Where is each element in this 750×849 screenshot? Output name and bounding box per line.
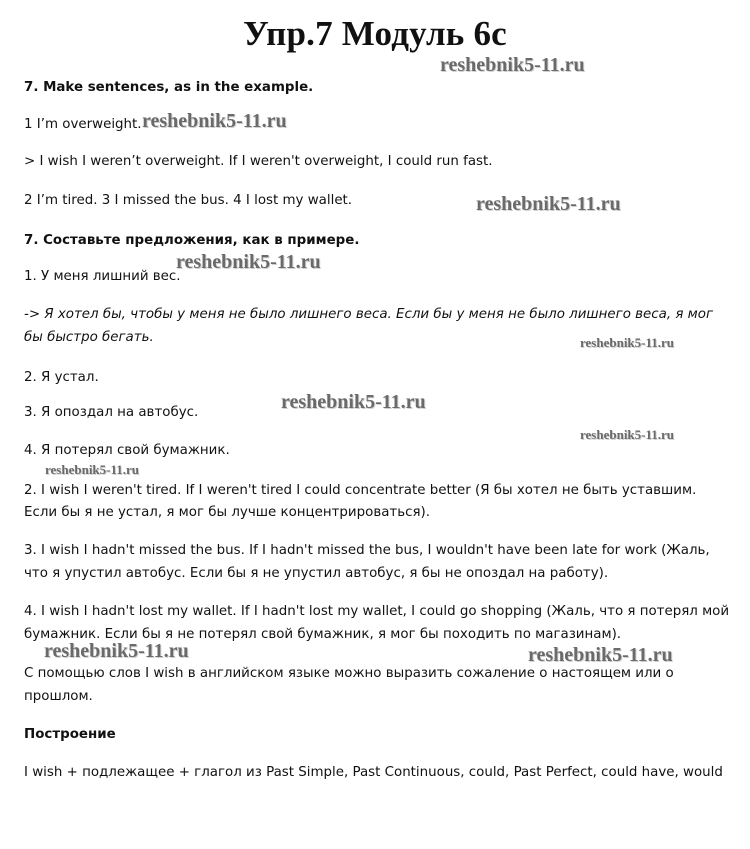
theory-note-line2: прошлом. (24, 689, 93, 704)
russian-example-answer-line1: -> Я хотел бы, чтобы у меня не было лишнего веса. Если бы у меня не было лишнего веса, я мог (24, 307, 714, 322)
watermark: reshebnik5-11.ru (281, 391, 426, 413)
answer-3-line1: 3. I wish I hadn't missed the bus. If I hadn't missed the bus, I wouldn't have been late for work (Жаль, (24, 543, 710, 558)
russian-item-2: 2. Я устал. (24, 370, 99, 385)
watermark: reshebnik5-11.ru (440, 54, 585, 76)
watermark: reshebnik5-11.ru (44, 640, 189, 662)
english-items: 2 I’m tired. 3 I missed the bus. 4 I lost my wallet. (24, 193, 353, 208)
answer-2-line1: 2. I wish I weren't tired. If I weren't tired I could concentrate better (Я бы хотел не быть уставшим. (24, 483, 697, 498)
watermark: reshebnik5-11.ru (45, 462, 140, 477)
answer-2-line2: Если бы я не устал, я мог бы лучше концентрироваться). (24, 505, 431, 520)
answer-4-line1: 4. I wish I hadn't lost my wallet. If I hadn't lost my wallet, I could go shopping (Жаль, что я потерял мой (24, 604, 730, 619)
watermark: reshebnik5-11.ru (476, 193, 621, 215)
construction-heading: Построение (24, 727, 116, 742)
watermark: reshebnik5-11.ru (176, 251, 321, 273)
answer-4-line2: бумажник. Если бы я не потерял свой бумажник, я мог бы походить по магазинам). (24, 627, 622, 642)
theory-note-line1: С помощью слов I wish в английском языке можно выразить сожаление о настоящем или о (24, 666, 674, 681)
page-title: Упр.7 Модуль 6с (243, 14, 507, 53)
watermark: reshebnik5-11.ru (528, 644, 673, 666)
english-task-heading: 7. Make sentences, as in the example. (24, 80, 314, 95)
answer-3-line2: что я упустил автобус. Если бы я не упустил автобус, я бы не опоздал на работу). (24, 566, 609, 581)
russian-item-3: 3. Я опоздал на автобус. (24, 405, 199, 420)
watermark: reshebnik5-11.ru (580, 335, 675, 350)
russian-example-answer-line2: бы быстро бегать. (24, 330, 154, 345)
english-example: 1 I’m overweight. (24, 117, 142, 132)
english-example-answer: > I wish I weren’t overweight. If I weren't overweight, I could run fast. (24, 154, 493, 169)
russian-task-heading: 7. Составьте предложения, как в примере. (24, 233, 360, 248)
watermark: reshebnik5-11.ru (580, 427, 675, 442)
russian-item-4: 4. Я потерял свой бумажник. (24, 443, 230, 458)
construction-formula: I wish + подлежащее + глагол из Past Simple, Past Continuous, could, Past Perfect, could have, would (24, 765, 723, 780)
watermark: reshebnik5-11.ru (142, 110, 287, 132)
russian-example: 1. У меня лишний вес. (24, 269, 181, 284)
